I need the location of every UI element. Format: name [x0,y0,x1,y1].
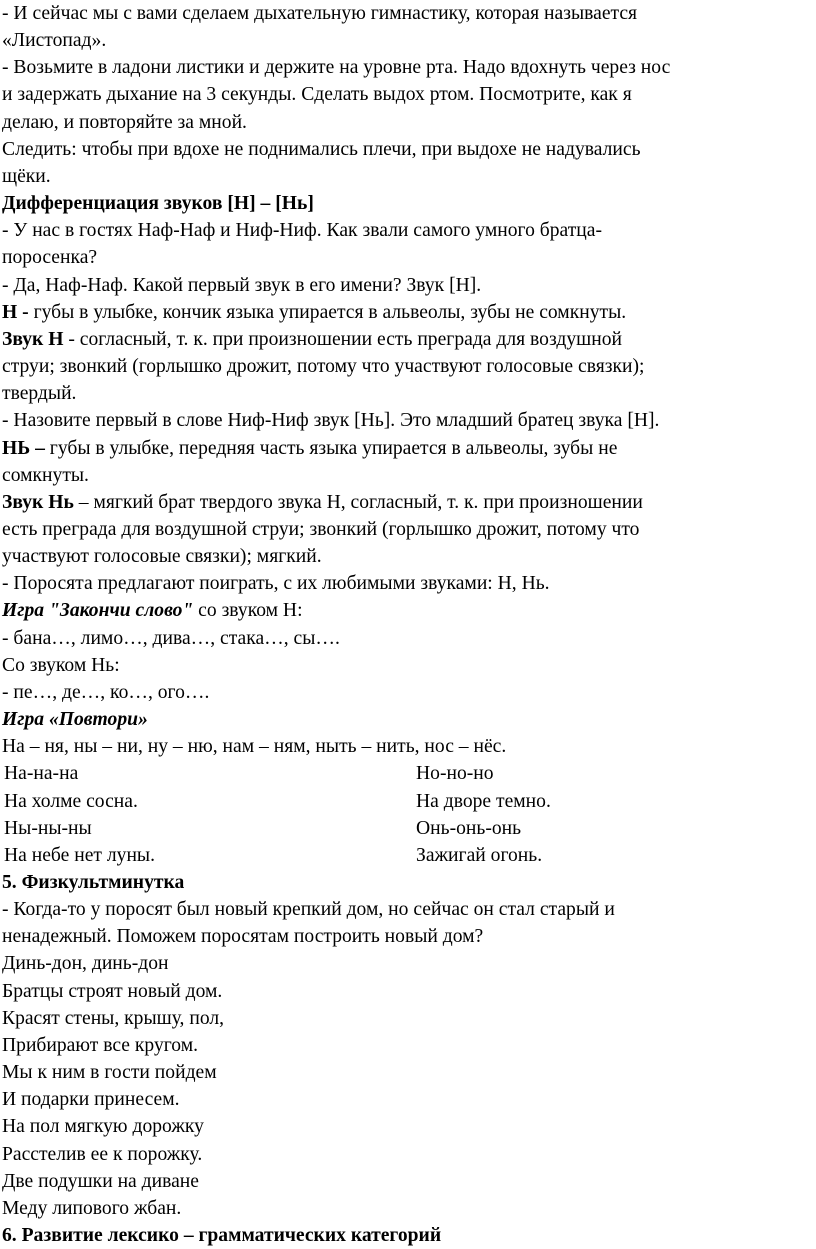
rhyme-row [2,815,816,842]
text-line: - Да, Наф-Наф. Какой первый звук в его имени? Звук [Н]. [2,274,482,296]
text-line: - Когда-то у поросят был новый крепкий дом, но сейчас он стал старый и [2,899,615,921]
text-line [2,489,816,516]
poem-line: На пол мягкую дорожку [2,1116,204,1138]
text-line: - бана…, лимо…, дива…, стака…, сы…. [2,627,340,649]
poem-line: Красят стены, крышу, пол, [2,1007,225,1029]
text-line [2,435,816,462]
text-line: - И сейчас мы с вами сделаем дыхательную гимнастику, которая называется [2,3,638,24]
text-line: участвуют голосовые связки); мягкий. [2,546,322,568]
rhyme-row [2,842,816,869]
poem-line: Братцы строят новый дом. [2,980,223,1002]
rhyme-right: На дворе темно. [416,790,551,812]
text-line [2,326,816,353]
rhyme-row [2,760,816,787]
text-line: струи; звонкий (горлышко дрожит, потому что участвуют голосовые связки); [2,356,645,378]
bold-term: Звук Нь [2,491,74,513]
text-line: поросенка? [2,247,98,269]
game-title: Игра "Закончи слово" [2,600,194,622]
line-text: губы в улыбке, кончик языка упирается в альвеолы, зубы не сомкнуты. [28,301,627,323]
text-line: делаю, и повторяйте за мной. [2,111,247,133]
rhyme-right: Онь-онь-онь [416,817,522,839]
poem-line: Меду липового жбан. [2,1197,182,1219]
text-line: твердый. [2,383,77,405]
text-line: и задержать дыхание на 3 секунды. Сделать выдох ртом. Посмотрите, как я [2,84,632,106]
rhyme-left: На холме сосна. [4,790,138,812]
text-line: На – ня, ны – ни, ну – ню, нам – ням, ныть – нить, нос – нёс. [2,736,507,758]
rhyme-row [2,788,816,815]
text-line: - Возьмите в ладони листики и держите на уровне рта. Надо вдохнуть через нос [2,57,671,79]
line-text: - согласный, т. к. при произношении есть преграда для воздушной [63,328,622,350]
text-line: сомкнуты. [2,464,89,486]
section-heading: 6. Развитие лексико – грамматических категорий [2,1224,442,1246]
text-line [2,299,816,326]
game-title: Игра «Повтори» [2,709,148,731]
poem-line: Две подушки на диване [2,1170,199,1192]
text-line: - пе…, де…, ко…, ого…. [2,681,210,703]
text-line: ненадежный. Поможем поросятам построить новый дом? [2,926,484,948]
text-line: есть преграда для воздушной струи; звонкий (горлышко дрожит, потому что [2,518,640,540]
section-heading: Дифференциация звуков [Н] – [Нь] [2,193,314,215]
rhyme-right: Но-но-но [416,763,494,785]
poem-line: Мы к ним в гости пойдем [2,1062,217,1084]
line-text: губы в улыбке, передняя часть языка упирается в альвеолы, зубы не [44,437,618,459]
bold-term: НЬ – [2,437,45,459]
text-line: - Назовите первый в слове Ниф-Ниф звук [Нь]. Это младший братец звука [Н]. [2,410,660,432]
poem-line: И подарки принесем. [2,1089,180,1111]
rhyme-left: На-на-на [4,763,79,785]
rhyme-left: Ны-ны-ны [4,817,92,839]
line-text: – мягкий брат твердого звука Н, согласный, т. к. при произношении [73,491,643,513]
section-heading: 5. Физкультминутка [2,871,185,893]
rhyme-right: Зажигай огонь. [416,844,543,866]
text-line: - Поросята предлагают поиграть, с их любимыми звуками: Н, Нь. [2,573,550,595]
text-line: Со звуком Нь: [2,654,120,676]
bold-term: Н - [2,301,29,323]
poem-line: Динь-дон, динь-дон [2,953,169,975]
text-line: Следить: чтобы при вдохе не поднимались плечи, при выдохе не надувались [2,138,641,160]
poem-line: Расстелив ее к порожку. [2,1143,203,1165]
line-text: со звуком Н: [193,600,303,622]
rhyme-left: На небе нет луны. [4,844,155,866]
poem-line: Прибирают все кругом. [2,1034,199,1056]
text-line: - У нас в гостях Наф-Наф и Ниф-Ниф. Как звали самого умного братца- [2,220,602,242]
bold-term: Звук Н [2,328,64,350]
text-line: «Листопад». [2,30,107,52]
text-line: щёки. [2,165,51,187]
text-line [2,597,816,624]
